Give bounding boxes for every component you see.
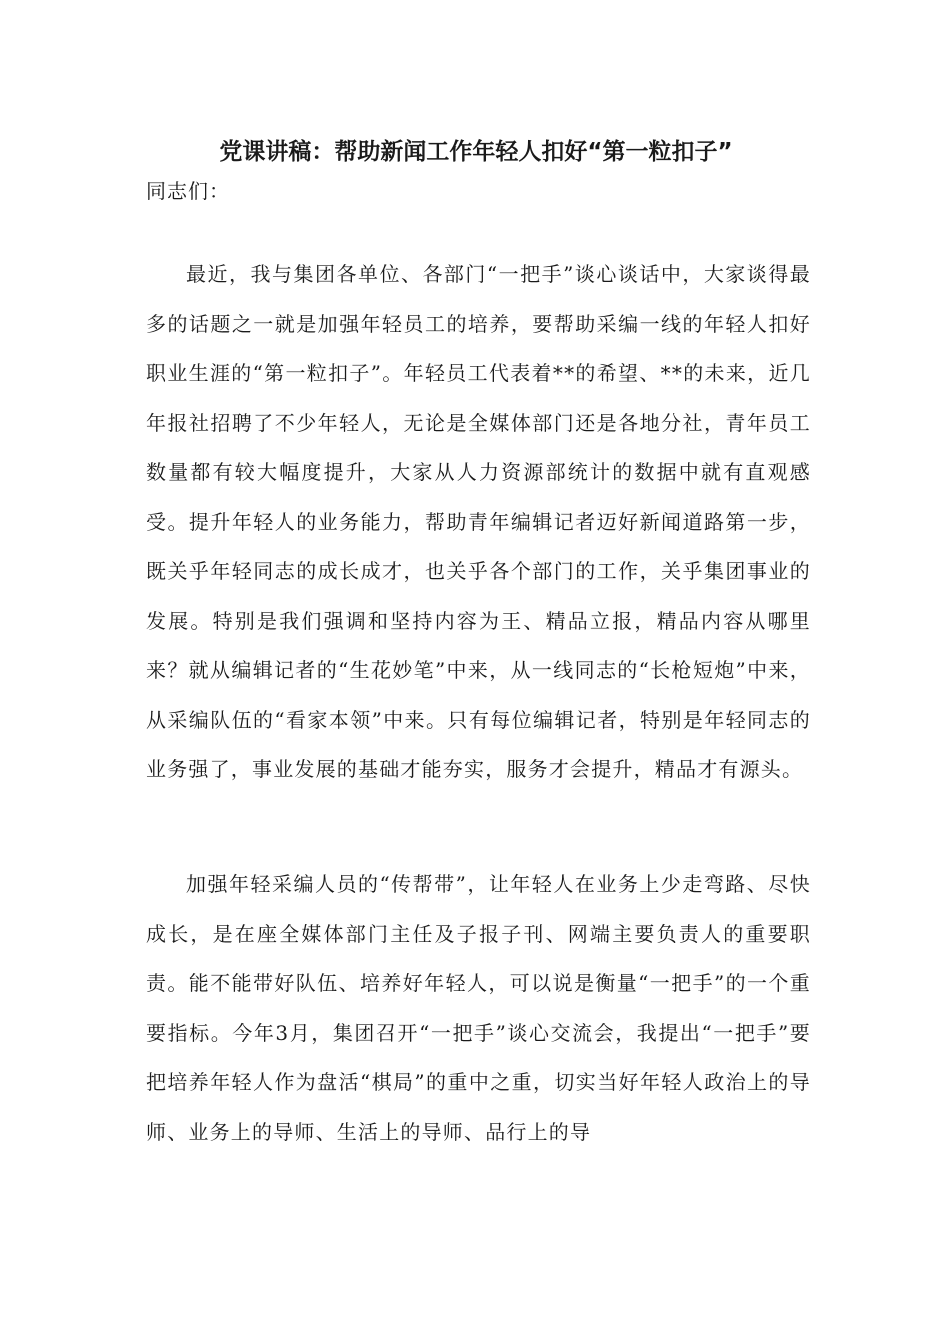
paragraph-1: 最近，我与集团各单位、各部门“一把手”谈心谈话中，大家谈得最多的话题之一就是加强年轻员工的培养，要帮助采编一线的年轻人扣好职业生涯的“第一粒扣子”。年轻员工代表着**的希望、**的未来，近几年报社招聘了不少年轻人，无论是全媒体部门还是各地分社，青年员工数量都有较大幅度提升，大家从人力资源部统计的数据中就有直观感受。提升年轻人的业务能力，帮助青年编辑记者迈好新闻道路第一步，既关乎年轻同志的成长成才，也关乎各个部门的工作，关乎集团事业的发展。特别是我们强调和坚持内容为王、精品立报，精品内容从哪里来？就从编辑记者的“生花妙笔”中来，从一线同志的“长枪短炮”中来，从采编队伍的“看家本领”中来。只有每位编辑记者，特别是年轻同志的业务强了，事业发展的基础才能夯实，服务才会提升，精品才有源头。 [146,262,811,781]
paragraph-2: 加强年轻采编人员的“传帮带”，让年轻人在业务上少走弯路、尽快成长，是在座全媒体部门主任及子报子刊、网端主要负责人的重要职责。能不能带好队伍、培养好年轻人，可以说是衡量“一把手”的一个重要指标。今年3月，集团召开“一把手”谈心交流会，我提出“一把手”要把培养年轻人作为盘活“棋局”的重中之重，切实当好年轻人政治上的导师、业务上的导师、生活上的导师、品行上的导 [146,872,811,1144]
document-title: 党课讲稿：帮助新闻工作年轻人扣好“第一粒扣子” [219,139,733,165]
salutation: 同志们： [146,179,230,203]
